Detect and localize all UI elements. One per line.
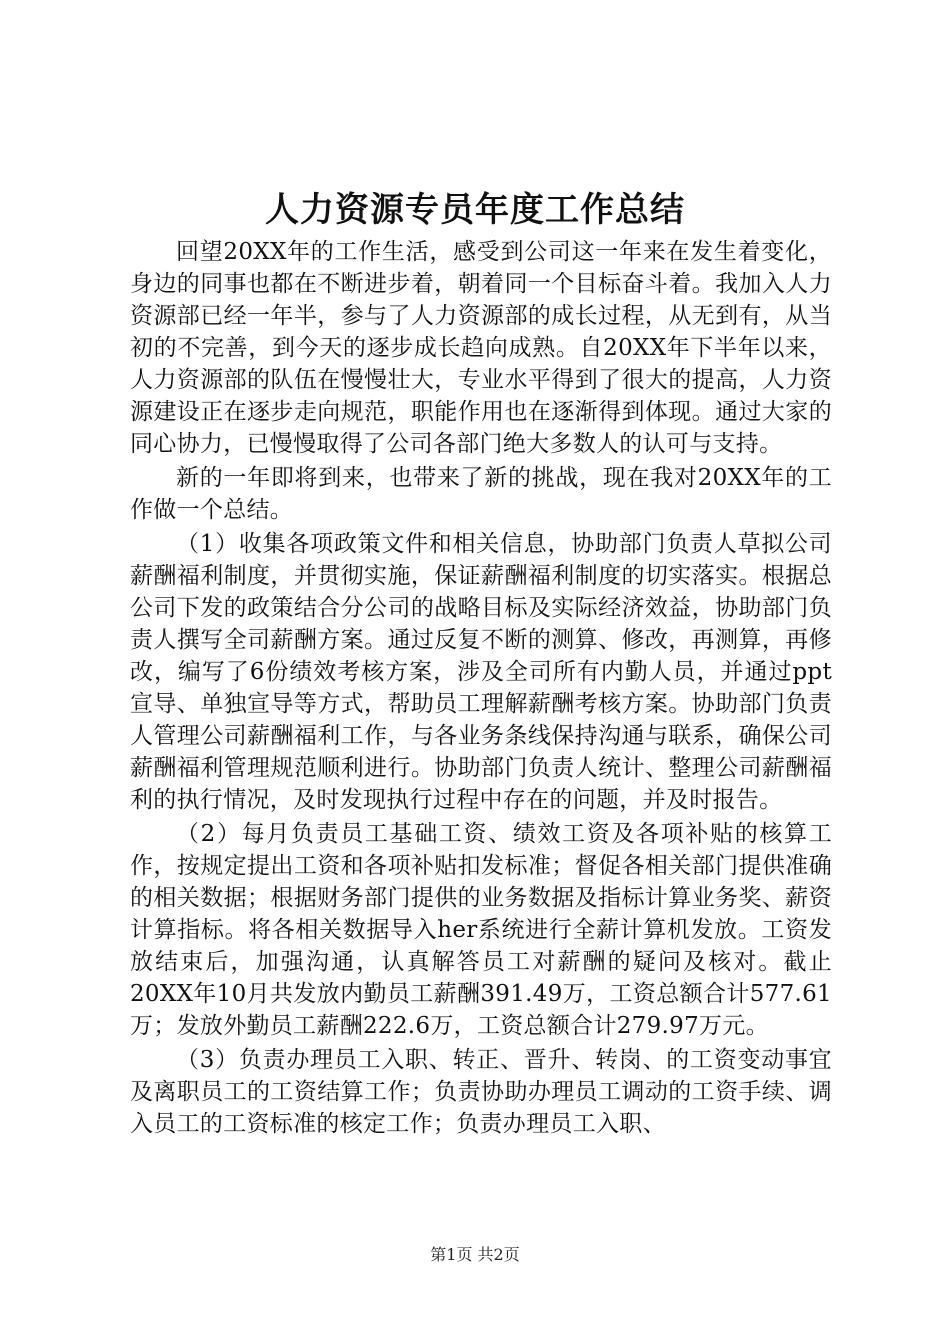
document-title: 人力资源专员年度工作总结 [265,190,685,230]
paragraph-item-3: （3）负责办理员工入职、转正、晋升、转岗、的工资变动事宜及离职员工的工资结算工作；负责协助办理员工调动的工资手续、调入员工的工资标准的核定工作；负责办理员工入职、 [130,1047,832,1137]
page-footer: 第1页 共2页 [430,1245,520,1264]
document-body [130,236,832,1140]
paragraph-item-1: （1）收集各项政策文件和相关信息，协助部门负责人草拟公司薪酬福利制度，并贯彻实施，保证薪酬福利制度的切实落实。根据总公司下发的政策结合分公司的战略目标及实际经济效益，协助部门负责人撰写全司薪酬方案。通过反复不断的测算、修改，再测算，再修改，编写了6份绩效考核方案，涉及全司所有内勤人员，并通过ppt宣导、单独宣导等方式，帮助员工理解薪酬考核方案。协助部门负责人管理公司薪酬福利工作，与各业务条线保持沟通与联系，确保公司薪酬福利管理规范顺利进行。协助部门负责人统计、整理公司薪酬福利的执行情况，及时发现执行过程中存在的问题，并及时报告。 [130,531,832,813]
paragraph-transition: 新的一年即将到来，也带来了新的挑战，现在我对20XX年的工作做一个总结。 [130,465,832,523]
paragraph-intro: 回望20XX年的工作生活，感受到公司这一年来在发生着变化，身边的同事也都在不断进步着，朝着同一个目标奋斗着。我加入人力资源部已经一年半，参与了人力资源部的成长过程，从无到有，从当初的不完善，到今天的逐步成长趋向成熟。自20XX年下半年以来，人力资源部的队伍在慢慢壮大，专业水平得到了很大的提高，人力资源建设正在逐步走向规范，职能作用也在逐渐得到体现。通过大家的同心协力，已慢慢取得了公司各部门绝大多数人的认可与支持。 [130,239,832,457]
paragraph-item-2: （2）每月负责员工基础工资、绩效工资及各项补贴的核算工作，按规定提出工资和各项补贴扣发标准；督促各相关部门提供准确的相关数据；根据财务部门提供的业务数据及指标计算业务奖、薪资计算指标。将各相关数据导入her系统进行全薪计算机发放。工资发放结束后，加强沟通，认真解答员工对薪酬的疑问及核对。截止20XX年10月共发放内勤员工薪酬391.49万，工资总额合计577.61万；发放外勤员工薪酬222.6万，工资总额合计279.97万元。 [130,821,832,1039]
